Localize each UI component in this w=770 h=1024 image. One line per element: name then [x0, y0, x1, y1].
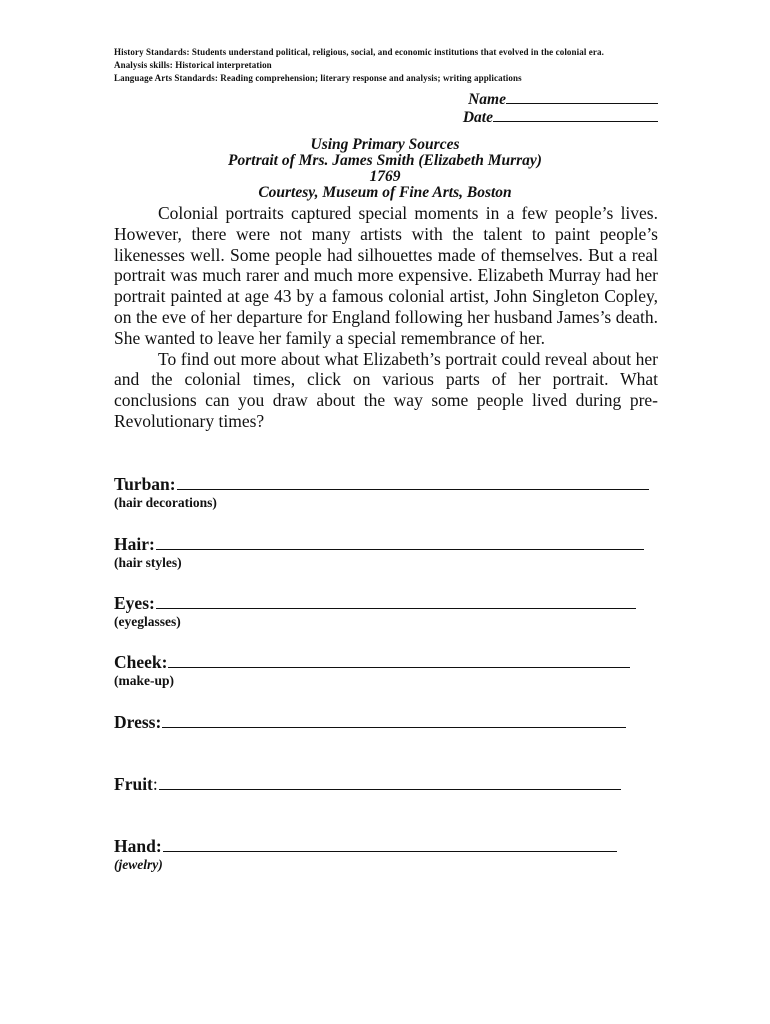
field-label: Eyes: — [114, 593, 155, 613]
answer-line[interactable] — [162, 712, 626, 728]
name-line[interactable] — [506, 90, 658, 104]
answer-line[interactable] — [168, 652, 630, 668]
field-hint: (eyeglasses) — [114, 614, 181, 629]
answer-line[interactable] — [163, 836, 617, 852]
field-eyes — [114, 593, 636, 630]
field-label: Turban: — [114, 474, 176, 494]
heading-portrait-title: Portrait of Mrs. James Smith (Elizabeth Murray) — [228, 152, 542, 169]
paragraph-instructions: To find out more about what Elizabeth’s portrait could reveal about her and the colonial times, click on various parts of her portrait. What conclusions can you draw about the way some people lived during pre-Revolutionary times? — [114, 348, 658, 431]
field-dress — [114, 712, 626, 732]
analysis-skills: Analysis skills: Historical interpretation — [114, 60, 272, 70]
field-hint: (hair styles) — [114, 555, 182, 570]
field-turban — [114, 474, 649, 511]
field-cheek — [114, 652, 630, 689]
answer-line[interactable] — [177, 474, 649, 490]
field-label: Hair: — [114, 534, 155, 554]
date-row — [463, 108, 658, 126]
field-label: Dress: — [114, 712, 162, 732]
field-hint: (hair decorations) — [114, 495, 217, 510]
field-hint: (make-up) — [114, 673, 174, 688]
field-label: Cheek: — [114, 652, 168, 672]
field-label: Fruit — [114, 774, 153, 794]
field-hair — [114, 534, 644, 571]
heading-courtesy: Courtesy, Museum of Fine Arts, Boston — [258, 184, 512, 201]
date-line[interactable] — [493, 108, 658, 122]
field-hint: (jewelry) — [114, 857, 163, 872]
name-date-block — [463, 90, 658, 126]
field-colon: : — [152, 774, 158, 794]
date-label: Date — [462, 109, 493, 126]
field-label: Hand: — [114, 836, 162, 856]
paragraph-intro: Colonial portraits captured special moments in a few people’s lives. However, there were not many artists with the talent to paint people’s likenesses well. Some people had silhouettes made of themselves. But a real portrait was much rarer and much more expensive. Elizabeth Murray had her portrait painted at age 43 by a famous colonial artist, John Singleton Copley, on the eve of her departure for England following her husband James’s death. She wanted to leave her family a special remembrance of her. — [114, 203, 658, 348]
field-fruit — [114, 774, 621, 794]
body-text — [114, 203, 658, 432]
standards-block — [114, 46, 674, 85]
answer-line[interactable] — [156, 534, 644, 550]
answer-line[interactable] — [156, 593, 636, 609]
answer-line[interactable] — [159, 774, 621, 790]
language-arts-standards: Language Arts Standards: Reading comprehension; literary response and analysis; writing applications — [114, 73, 522, 83]
name-row — [463, 90, 658, 108]
field-hand — [114, 836, 617, 873]
heading-year: 1769 — [369, 168, 401, 185]
history-standards: History Standards: Students understand political, religious, social, and economic institutions that evolved in the colonial era. — [114, 47, 604, 57]
heading-title: Using Primary Sources — [310, 136, 460, 153]
worksheet-heading — [114, 137, 656, 201]
name-label: Name — [468, 91, 506, 108]
